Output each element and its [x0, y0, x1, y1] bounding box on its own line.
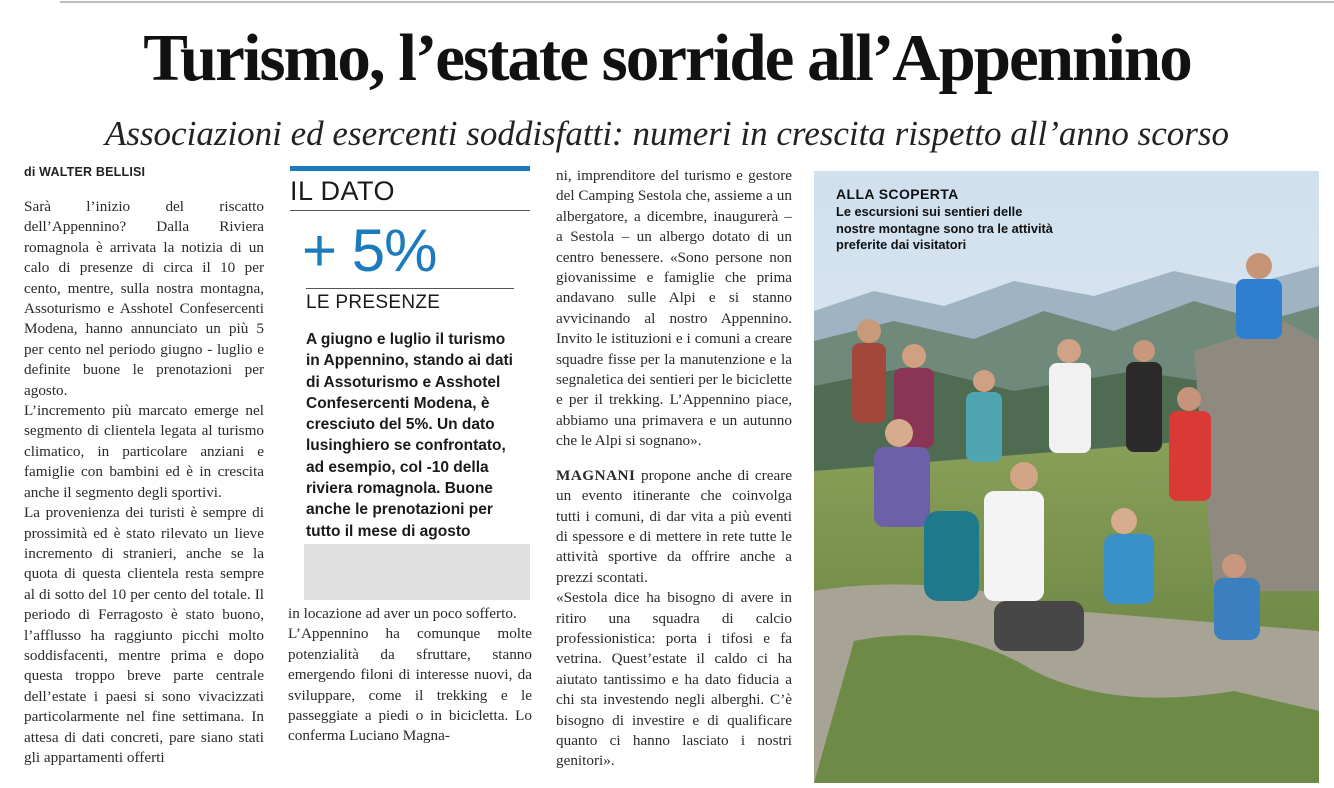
- paragraph: L’Appennino ha comunque molte potenzialità da sfruttare, stanno emergendo filoni di interesse nuovi, da sviluppare, come il trekking e le passeggiate a piedi o in bicicletta. Lo conferma Luciano Magna-: [288, 625, 532, 745]
- box-text: A giugno e luglio il turismo in Appennino, stando ai dati di Assoturismo e Asshotel Confesercenti Modena, è cresciuto del 5%. Un dato lusinghiero se confrontato, ad esempio, col -10 della riviera romagnola. Buone anche le prenotazioni per tutto il mese di agosto: [306, 331, 513, 540]
- headline-subtitle: Associazioni ed esercenti soddisfatti: numeri in crescita rispetto all’anno scorso: [104, 114, 1230, 153]
- article-column-3: [556, 166, 792, 772]
- box-header: IL DATO: [290, 176, 396, 206]
- paragraph: «Sestola dice ha bisogno di avere in ritiro una squadra di calcio professionistica: porta i tifosi e fa vetrina. Quest’estate il caldo ci ha aiutato tantissimo e ha dato fiducia a chi sta investendo negli alberghi. C’è bisogno di investire e di qualificare quanto ci hanno lasciato i nostri genitori».: [556, 589, 792, 770]
- divider: [290, 210, 530, 211]
- paragraph-text: propone anche di creare un evento itinerante che coinvolga tutti i comuni, di dar vita a più eventi di spessore e di mettere in rete tutte le attività sportive da offrire anche a prezzi scontati.: [556, 466, 792, 586]
- data-box: [288, 166, 532, 600]
- divider: [306, 288, 514, 289]
- photo-caption-text: Le escursioni sui sentieri delle nostre montagne sono tra le attività preferite dai visitatori: [836, 204, 1053, 252]
- paragraph: La provenienza dei turisti è sempre di prossimità ed è stato rilevato un lieve incremento di stranieri, anche se la quota di questa clientela resta sempre al di sotto del 10 per cento del totale. Il periodo di Ferragosto è stato buono, l’afflusso ha raggiunto picchi molto soddisfacenti, mentre prima e dopo questa troppo breve parte centrale dell’estate i paesi si sono vivacizzati particolarmente nel fine settimana. In attesa di dati concreti, pare siano stati gli appartamenti offerti: [24, 504, 264, 766]
- box-big-value: + 5%: [302, 217, 437, 284]
- article-column-2: [288, 604, 532, 747]
- photo-caption-title: ALLA SCOPERTA: [836, 186, 959, 202]
- article-column-1: [24, 197, 264, 768]
- paragraph: in locazione ad aver un poco sofferto.: [288, 605, 517, 622]
- paragraph-lead: MAGNANI: [556, 466, 636, 484]
- box-shaded-area: [304, 544, 530, 600]
- box-accent-bar: [290, 166, 530, 171]
- top-rule: [60, 1, 1334, 3]
- mountain-scene-illustration: [814, 171, 1319, 783]
- paragraph: Sarà l’inizio del riscatto dell’Appennino? Dalla Riviera romagnola è arrivata la notizia di un calo di presenze di circa il 10 per cento, mentre, sulla nostra montagna, Assoturismo e Asshotel Confesercenti Modena, hanno annunciato un più 5 per cento nel periodo giugno - luglio e definite buone le prenotazioni per agosto.: [24, 198, 264, 399]
- hikers-photo: [814, 171, 1319, 783]
- byline: di WALTER BELLISI: [24, 165, 146, 179]
- paragraph: L’incremento più marcato emerge nel segmento di clientela legata al turismo climatico, in particolare anziani e famiglie con bambini ed è in crescita anche il segmento degli sportivi.: [24, 402, 264, 501]
- paragraph: ni, imprenditore del turismo e gestore del Camping Sestola che, assieme a un albergatore, a dicembre, inaugurerà – a Sestola – un albergo dotato di un centro benessere. «Sono persone non giovanissime e famiglie che prima andavano sulle Alpi e si stanno avvicinando al nostro Appennino. Invito le istituzioni e i comuni a creare squadre fisse per la manutenzione e la segnaletica dei sentieri per le biciclette e per il trekking. L’Appennino piace, abbiamo una primavera e un autunno che le Alpi si sognano».: [556, 167, 792, 450]
- box-label: LE PRESENZE: [306, 292, 441, 313]
- headline-title: Turismo, l’estate sorride all’Appennino: [143, 21, 1191, 95]
- paragraph: [556, 466, 792, 588]
